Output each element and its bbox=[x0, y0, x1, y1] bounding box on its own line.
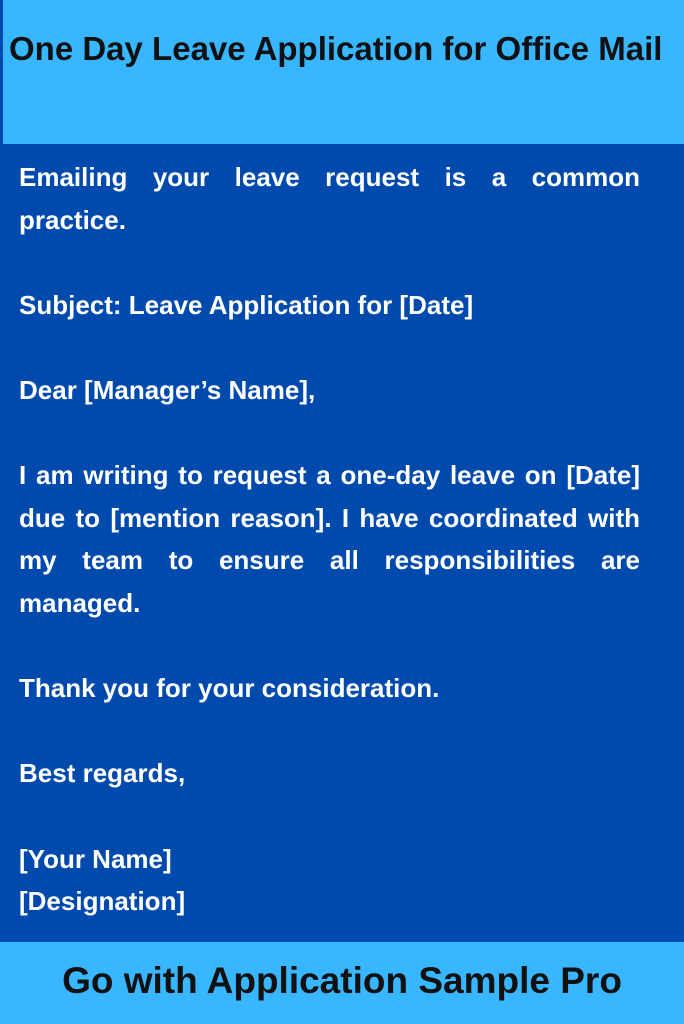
footer-banner bbox=[0, 942, 684, 1024]
thanks-line: Thank you for your consideration. bbox=[19, 673, 440, 704]
footer-tagline: Go with Application Sample Pro bbox=[62, 960, 622, 1001]
spacer bbox=[19, 710, 640, 753]
closing-line: Best regards, bbox=[19, 758, 186, 789]
spacer bbox=[19, 412, 640, 455]
subject-line: Subject: Leave Application for [Date] bbox=[19, 289, 474, 320]
spacer bbox=[19, 625, 640, 668]
sender-designation: [Designation] bbox=[19, 886, 186, 917]
spacer bbox=[19, 795, 640, 838]
spacer bbox=[19, 326, 640, 369]
salutation: Dear [Manager’s Name], bbox=[19, 374, 316, 405]
letter-content bbox=[19, 156, 640, 923]
body-paragraph: I am writing to request a one-day leave on [Date] due to [mention reason]. I have coordinated with my team to ensure all responsibilities are managed. bbox=[19, 460, 640, 618]
sender-name: [Your Name] bbox=[19, 843, 172, 874]
page-title: One Day Leave Application for Office Mail bbox=[9, 30, 663, 67]
intro-paragraph: Emailing your leave request is a common practice. bbox=[19, 162, 640, 235]
title-banner bbox=[0, 0, 684, 144]
spacer bbox=[19, 241, 640, 284]
